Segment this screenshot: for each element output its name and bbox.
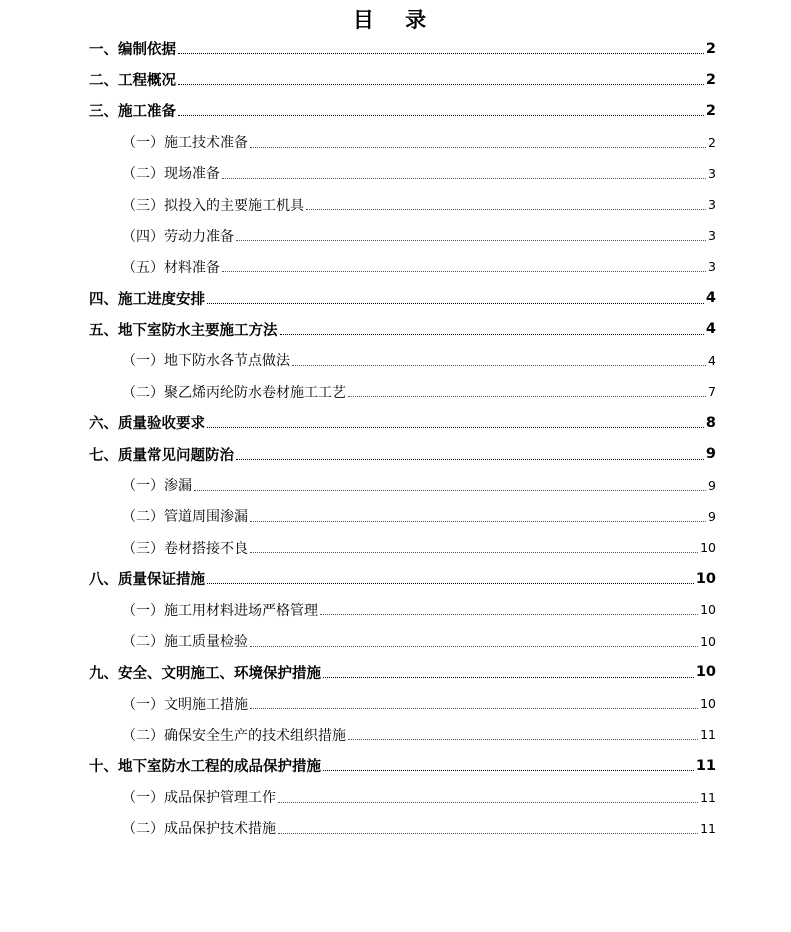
toc-entry-chapter[interactable]: [0, 33, 716, 64]
toc-title: 目 录: [352, 8, 439, 32]
toc-entry-section[interactable]: [0, 158, 716, 189]
toc-entry-title: （一）施工用材料进场严格管理: [122, 602, 318, 619]
toc-entry-chapter[interactable]: [0, 750, 716, 781]
toc-entry-page-number: 2: [708, 134, 716, 150]
toc-entry-page-number: 2: [705, 102, 716, 119]
dot-leader: [280, 334, 704, 335]
toc-entry-page-number: 11: [700, 820, 716, 836]
dot-leader: [222, 178, 706, 179]
toc-entry-chapter[interactable]: [0, 95, 716, 126]
toc-entry-page-number: 10: [695, 570, 716, 587]
toc-entry-chapter[interactable]: [0, 438, 716, 469]
toc-entry-title: 一、编制依据: [89, 42, 176, 59]
dot-leader: [178, 53, 704, 54]
dot-leader: [236, 240, 706, 241]
toc-entry-page-number: 10: [695, 664, 716, 681]
toc-entry-section[interactable]: [0, 813, 716, 844]
toc-entry-title: （三）卷材搭接不良: [122, 540, 248, 557]
dot-leader: [178, 84, 704, 85]
toc-entry-page-number: 3: [708, 228, 716, 244]
toc-entry-title: 三、施工准备: [89, 104, 176, 121]
toc-entry-title: （一）文明施工措施: [122, 696, 248, 713]
toc-entry-section[interactable]: [0, 594, 716, 625]
toc-entry-title: （二）确保安全生产的技术组织措施: [122, 727, 346, 744]
toc-entry-page-number: 10: [700, 540, 716, 556]
toc-entry-page-number: 4: [705, 290, 716, 307]
toc-entry-page-number: 9: [708, 508, 716, 524]
toc-entry-title: 九、安全、文明施工、环境保护措施: [89, 665, 321, 682]
dot-leader: [278, 833, 698, 834]
toc-entry-chapter[interactable]: [0, 657, 716, 688]
toc-entry-page-number: 10: [700, 696, 716, 712]
dot-leader: [207, 427, 704, 428]
toc-entry-title: （三）拟投入的主要施工机具: [122, 197, 304, 214]
dot-leader: [194, 490, 706, 491]
dot-leader: [306, 209, 706, 210]
toc-entry-section[interactable]: [0, 470, 716, 501]
toc-list: [0, 33, 791, 844]
toc-entry-chapter[interactable]: [0, 64, 716, 95]
toc-entry-page-number: 3: [708, 165, 716, 181]
toc-entry-page-number: 11: [695, 757, 716, 774]
toc-entry-title: （二）成品保护技术措施: [122, 821, 276, 838]
toc-entry-chapter[interactable]: [0, 283, 716, 314]
toc-entry-page-number: 9: [708, 477, 716, 493]
toc-entry-page-number: 2: [705, 71, 716, 88]
toc-entry-page-number: 3: [708, 197, 716, 213]
toc-entry-chapter[interactable]: [0, 314, 716, 345]
toc-entry-section[interactable]: [0, 127, 716, 158]
toc-entry-page-number: 10: [700, 633, 716, 649]
toc-entry-section[interactable]: [0, 688, 716, 719]
toc-entry-title: 四、施工进度安排: [89, 291, 205, 308]
dot-leader: [348, 739, 698, 740]
toc-entry-page-number: 11: [700, 789, 716, 805]
toc-entry-section[interactable]: [0, 220, 716, 251]
toc-entry-title: （五）材料准备: [122, 259, 220, 276]
dot-leader: [222, 271, 706, 272]
toc-entry-title: （一）成品保护管理工作: [122, 790, 276, 807]
toc-entry-title: （二）聚乙烯丙纶防水卷材施工工艺: [122, 384, 346, 401]
dot-leader: [348, 396, 706, 397]
toc-entry-section[interactable]: [0, 782, 716, 813]
dot-leader: [250, 646, 698, 647]
toc-entry-page-number: 10: [700, 602, 716, 618]
toc-entry-title: （一）渗漏: [122, 478, 192, 495]
toc-entry-section[interactable]: [0, 345, 716, 376]
dot-leader: [323, 770, 694, 771]
dot-leader: [207, 303, 704, 304]
dot-leader: [250, 552, 698, 553]
toc-entry-title: 八、质量保证措施: [89, 572, 205, 589]
toc-entry-section[interactable]: [0, 189, 716, 220]
dot-leader: [207, 583, 694, 584]
toc-entry-page-number: 11: [700, 727, 716, 743]
toc-entry-title: （一）施工技术准备: [122, 135, 248, 152]
dot-leader: [250, 708, 698, 709]
toc-entry-section[interactable]: [0, 532, 716, 563]
toc-entry-title: （二）施工质量检验: [122, 634, 248, 651]
toc-entry-title: （二）现场准备: [122, 166, 220, 183]
dot-leader: [320, 614, 698, 615]
toc-entry-page-number: 9: [705, 446, 716, 463]
toc-entry-section[interactable]: [0, 626, 716, 657]
toc-entry-title: （二）管道周围渗漏: [122, 509, 248, 526]
dot-leader: [250, 521, 706, 522]
toc-entry-page-number: 7: [708, 384, 716, 400]
dot-leader: [292, 365, 706, 366]
toc-entry-section[interactable]: [0, 719, 716, 750]
toc-entry-title: 十、地下室防水工程的成品保护措施: [89, 759, 321, 776]
toc-entry-title: 二、工程概况: [89, 73, 176, 90]
toc-entry-page-number: 8: [705, 414, 716, 431]
toc-entry-title: 六、质量验收要求: [89, 416, 205, 433]
dot-leader: [278, 802, 698, 803]
dot-leader: [178, 115, 704, 116]
toc-entry-chapter[interactable]: [0, 407, 716, 438]
toc-entry-section[interactable]: [0, 251, 716, 282]
toc-entry-title: （一）地下防水各节点做法: [122, 353, 290, 370]
dot-leader: [323, 677, 694, 678]
toc-entry-section[interactable]: [0, 376, 716, 407]
toc-entry-page-number: 4: [705, 321, 716, 338]
toc-entry-title: 五、地下室防水主要施工方法: [89, 322, 278, 339]
toc-entry-page-number: 2: [705, 40, 716, 57]
toc-entry-title: （四）劳动力准备: [122, 228, 234, 245]
toc-entry-chapter[interactable]: [0, 563, 716, 594]
dot-leader: [236, 459, 704, 460]
toc-entry-page-number: 3: [708, 259, 716, 275]
toc-entry-section[interactable]: [0, 501, 716, 532]
toc-entry-title: 七、质量常见问题防治: [89, 447, 234, 464]
dot-leader: [250, 147, 706, 148]
toc-entry-page-number: 4: [708, 352, 716, 368]
